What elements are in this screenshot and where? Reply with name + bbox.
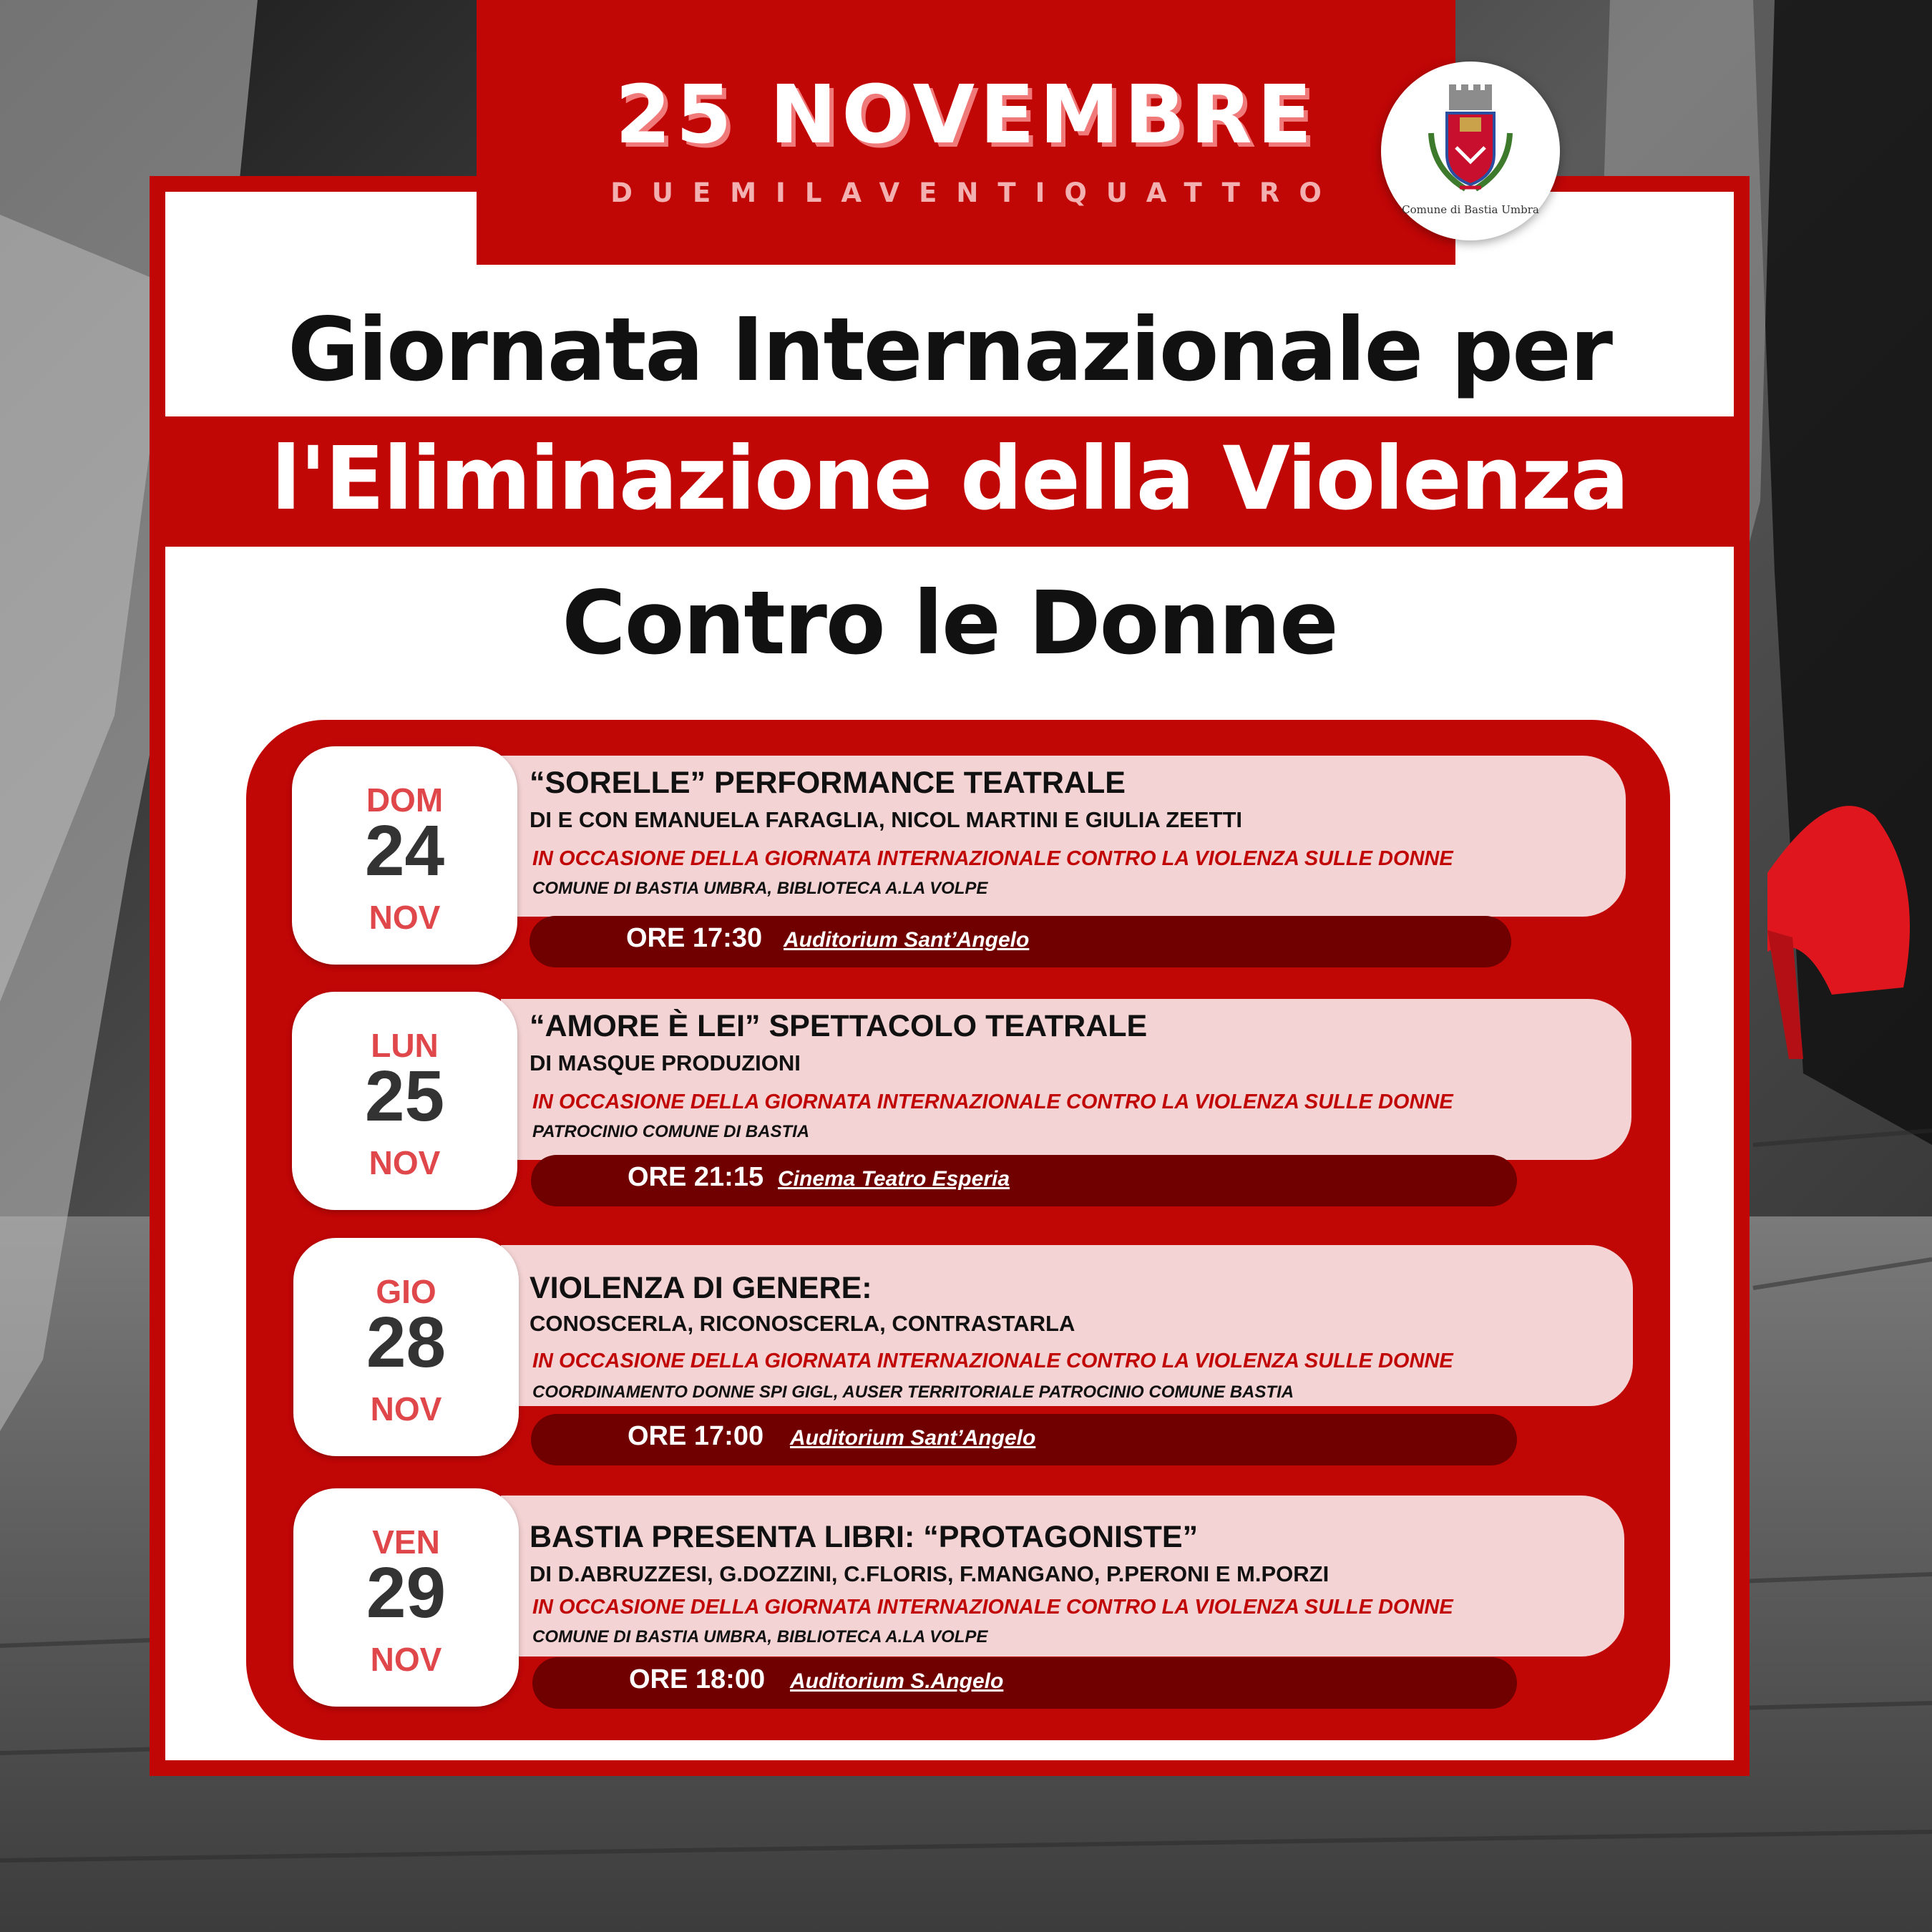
event-month: NOV: [370, 1390, 442, 1428]
event-organizer: PATROCINIO COMUNE DI BASTIA: [532, 1122, 810, 1141]
event-time: ORE 21:15: [628, 1162, 764, 1192]
event-occasion: IN OCCASIONE DELLA GIORNATA INTERNAZIONALE CONTRO LA VIOLENZA SULLE DONNE: [532, 1596, 1453, 1619]
event-time-bar: [530, 916, 1511, 967]
event-weekday: DOM: [366, 781, 444, 819]
event-time: ORE 17:00: [628, 1421, 764, 1451]
event-date-card: [292, 992, 517, 1210]
event-month: NOV: [370, 1641, 442, 1678]
title-line-3: Contro le Donne: [562, 572, 1337, 674]
event-time-bar: [531, 1414, 1517, 1465]
event-weekday: LUN: [371, 1027, 439, 1064]
event-subtitle: DI E CON EMANUELA FARAGLIA, NICOL MARTINI E GIULIA ZEETTI: [530, 807, 1243, 832]
event-date-card: [293, 1238, 519, 1456]
event-date-card: [293, 1488, 519, 1707]
event-place-link[interactable]: Auditorium Sant’Angelo: [784, 928, 1030, 952]
event-occasion: IN OCCASIONE DELLA GIORNATA INTERNAZIONALE CONTRO LA VIOLENZA SULLE DONNE: [532, 847, 1453, 870]
header-year: DUEMILAVENTIQUATTRO: [610, 177, 1341, 208]
coat-of-arms-icon: [1381, 62, 1560, 205]
event-info: [501, 756, 1626, 917]
header-date-box: [477, 0, 1455, 265]
event-day: 24: [364, 811, 445, 891]
event-time: ORE 17:30: [626, 923, 763, 953]
event-day: 28: [366, 1302, 447, 1382]
event-organizer: COORDINAMENTO DONNE SPI GIGL, AUSER TERRITORIALE PATROCINIO COMUNE BASTIA: [532, 1382, 1294, 1402]
event-info: [501, 1496, 1624, 1657]
event-subtitle: DI D.ABRUZZESI, G.DOZZINI, C.FLORIS, F.MANGANO, P.PERONI E M.PORZI: [530, 1561, 1330, 1586]
event-info: [501, 999, 1631, 1160]
event-title: BASTIA PRESENTA LIBRI: “PROTAGONISTE”: [530, 1520, 1199, 1554]
comune-logo: [1381, 62, 1560, 240]
event-title: VIOLENZA DI GENERE:: [530, 1271, 872, 1305]
event-day: 29: [366, 1553, 447, 1633]
header-date: 25 NOVEMBRE: [615, 69, 1317, 162]
event-month: NOV: [369, 1144, 441, 1181]
event-place-link[interactable]: Auditorium S.Angelo: [790, 1669, 1004, 1693]
event-time: ORE 18:00: [629, 1664, 766, 1694]
event-weekday: VEN: [372, 1523, 440, 1561]
event-time-bar: [531, 1155, 1517, 1206]
event-time-bar: [532, 1657, 1517, 1709]
event-date-card: [292, 746, 517, 965]
event-organizer: COMUNE DI BASTIA UMBRA, BIBLIOTECA A.LA VOLPE: [532, 1627, 988, 1646]
event-day: 25: [364, 1056, 445, 1136]
event-occasion: IN OCCASIONE DELLA GIORNATA INTERNAZIONALE CONTRO LA VIOLENZA SULLE DONNE: [532, 1091, 1453, 1113]
event-title: “SORELLE” PERFORMANCE TEATRALE: [530, 766, 1126, 800]
event-place-link[interactable]: Auditorium Sant’Angelo: [790, 1426, 1036, 1450]
event-subtitle: CONOSCERLA, RICONOSCERLA, CONTRASTARLA: [530, 1311, 1075, 1336]
event-weekday: GIO: [376, 1273, 436, 1310]
event-place-link[interactable]: Cinema Teatro Esperia: [778, 1167, 1010, 1191]
event-occasion: IN OCCASIONE DELLA GIORNATA INTERNAZIONALE CONTRO LA VIOLENZA SULLE DONNE: [532, 1350, 1453, 1372]
title-line-1: Giornata Internazionale per: [288, 299, 1611, 401]
event-title: “AMORE È LEI” SPETTACOLO TEATRALE: [530, 1009, 1148, 1043]
logo-caption: Comune di Bastia Umbra: [1402, 203, 1539, 216]
event-subtitle: DI MASQUE PRODUZIONI: [530, 1050, 801, 1075]
event-month: NOV: [369, 899, 441, 936]
event-organizer: COMUNE DI BASTIA UMBRA, BIBLIOTECA A.LA VOLPE: [532, 879, 988, 898]
event-info: [501, 1245, 1633, 1406]
title-line-2: l'Eliminazione della Violenza: [270, 428, 1629, 530]
